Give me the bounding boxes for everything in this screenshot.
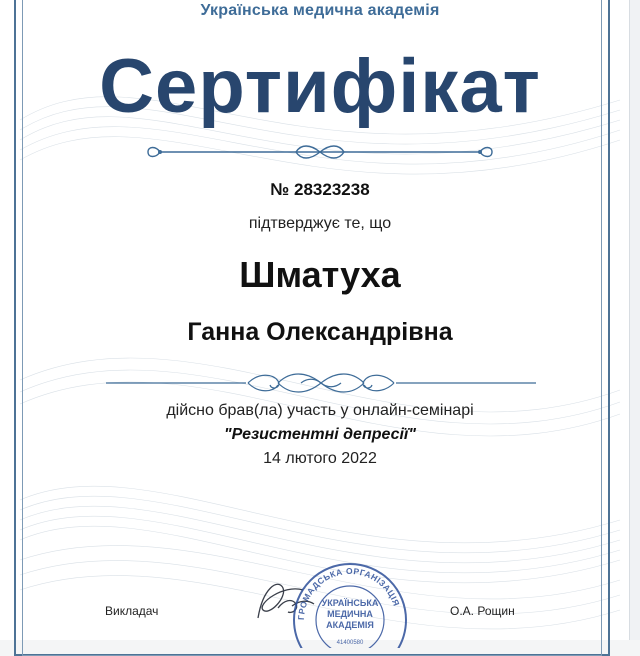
title-ornament — [146, 141, 494, 163]
academy-name: Українська медична академія — [200, 2, 440, 19]
teacher-name: О.А. Рощин — [450, 604, 515, 618]
stamp-code: 41400580 — [336, 640, 364, 646]
participation-text: дійсно брав(ла) участь у онлайн-семінарі — [166, 402, 474, 419]
organization-stamp — [290, 548, 410, 648]
stamp-line-1: УКРАЇНСЬКА — [321, 598, 379, 608]
certificate-title: Сертифікат — [99, 44, 541, 129]
stamp-line-3: АКАДЕМІЯ — [326, 620, 374, 630]
stamp-line-2: МЕДИЧНА — [327, 609, 373, 619]
teacher-label: Викладач — [105, 604, 159, 618]
recipient-given-name: Ганна Олександрівна — [187, 318, 453, 346]
seminar-date: 14 лютого 2022 — [263, 450, 377, 467]
confirm-text: підтверджує те, що — [248, 215, 392, 232]
divider-ornament — [106, 368, 536, 398]
certificate-number: № 28323238 — [270, 180, 370, 199]
seminar-title: "Резистентні депресії" — [224, 426, 416, 443]
stamp-outer-text: ГРОМАДСЬКА ОРГАНІЗАЦІЯ — [295, 565, 402, 621]
recipient-surname: Шматуха — [239, 254, 401, 295]
